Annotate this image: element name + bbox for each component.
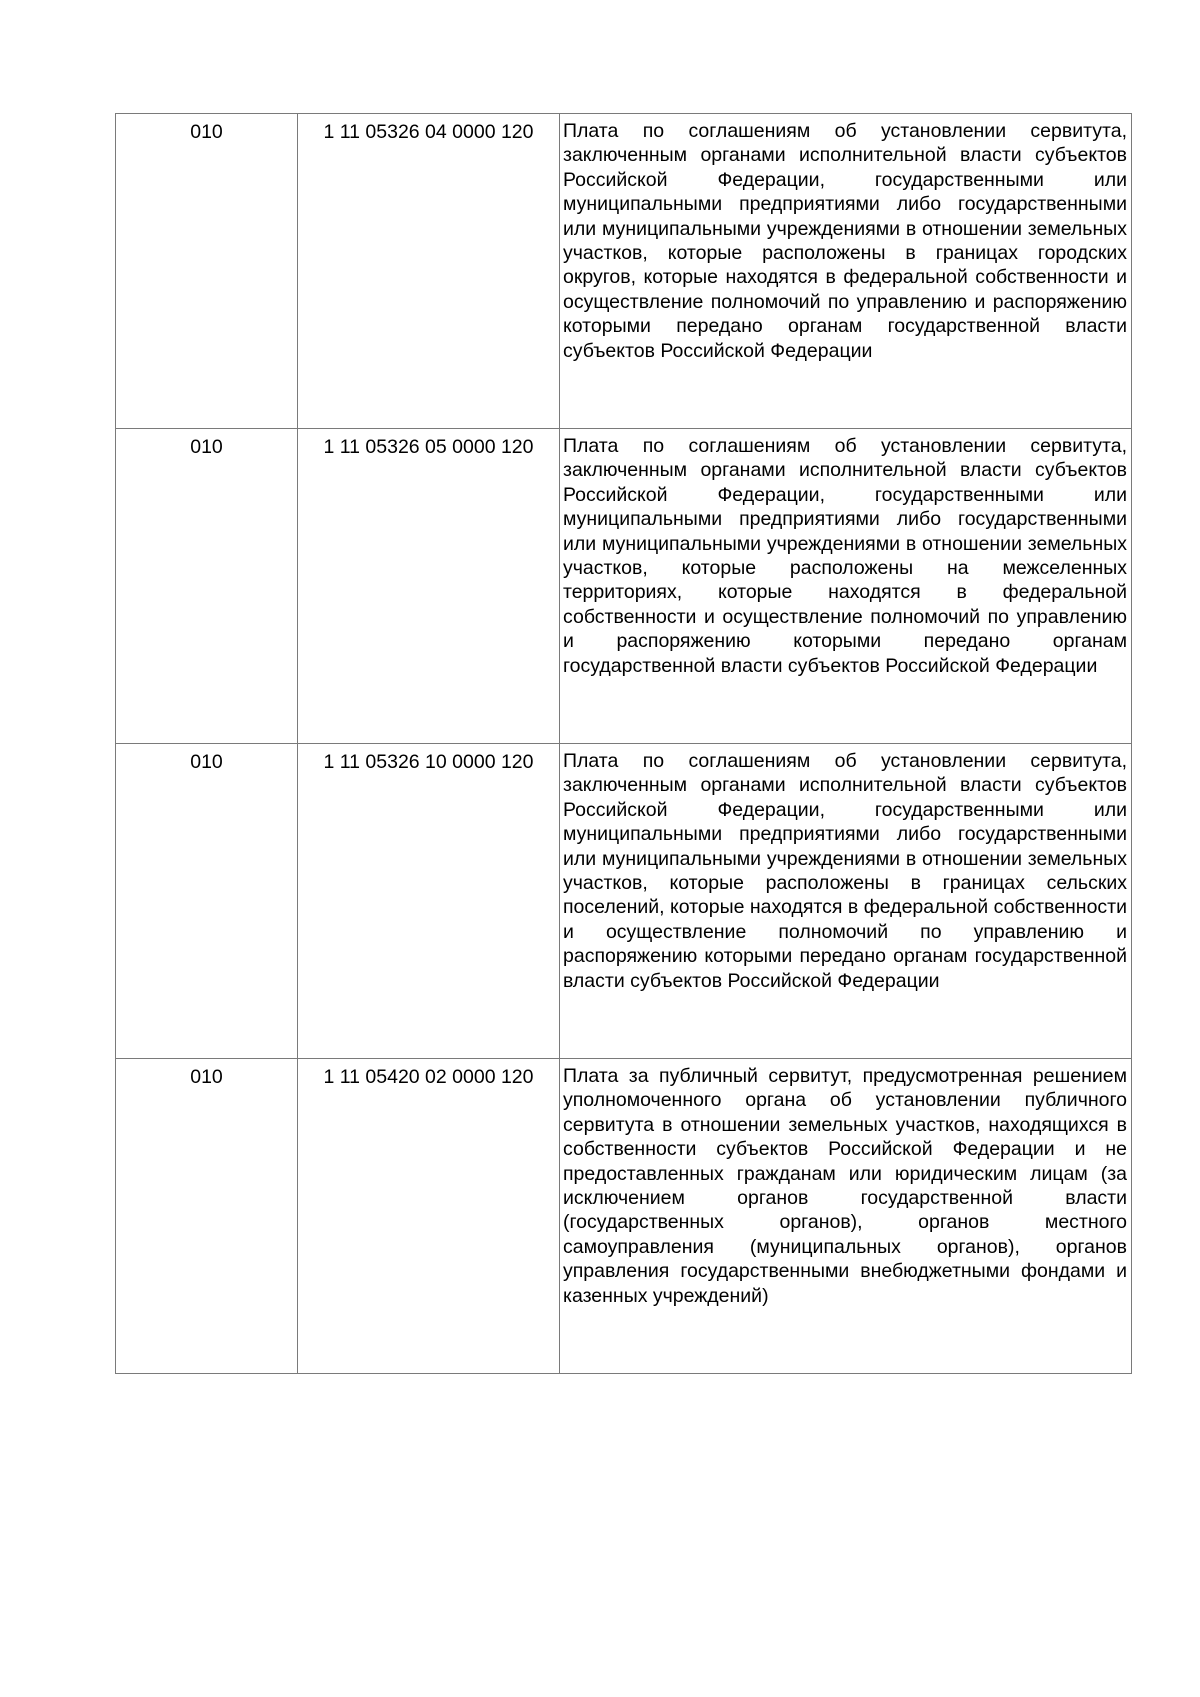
table-row <box>116 429 1132 744</box>
table-row <box>116 1059 1132 1374</box>
admin-code-cell: 010 <box>116 1059 298 1374</box>
description-text: Плата за публичный сервитут, предусмотренная решением уполномоченного органа об установлении публичного сервитута в отношении земельных участков, находящихся в собственности субъектов Российской Федерации и не предоставленных гражданам или юридическим лицам (за исключением органов государственной власти (государственных органов), органов местного самоуправления (муниципальных органов), органов управления государственными внебюджетными фондами и казенных учреждений) <box>563 1065 1127 1307</box>
admin-code-cell: 010 <box>116 114 298 429</box>
kbk-code-cell: 1 11 05326 10 0000 120 <box>298 744 560 1059</box>
kbk-code-cell: 1 11 05326 05 0000 120 <box>298 429 560 744</box>
kbk-code-cell: 1 11 05326 04 0000 120 <box>298 114 560 429</box>
description-cell <box>560 1059 1132 1374</box>
description-cell <box>560 114 1132 429</box>
description-cell <box>560 429 1132 744</box>
revenue-codes-table <box>115 113 1132 1374</box>
table-row <box>116 744 1132 1059</box>
description-text: Плата по соглашениям об установлении сервитута, заключенным органами исполнительной власти субъектов Российской Федерации, государственными или муниципальными предприятиями либо государственными или муниципальными учреждениями в отношении земельных участков, которые расположены на межселенных территориях, которые находятся в федеральной собственности и осуществление полномочий по управлению и распоряжению которыми передано органам государственной власти субъектов Российской Федерации <box>563 435 1127 677</box>
admin-code-cell: 010 <box>116 744 298 1059</box>
description-text: Плата по соглашениям об установлении сервитута, заключенным органами исполнительной власти субъектов Российской Федерации, государственными или муниципальными предприятиями либо государственными или муниципальными учреждениями в отношении земельных участков, которые расположены в границах сельских поселений, которые находятся в федеральной собственности и осуществление полномочий по управлению и распоряжению которыми передано органам государственной власти субъектов Российской Федерации <box>563 750 1127 992</box>
description-text: Плата по соглашениям об установлении сервитута, заключенным органами исполнительной власти субъектов Российской Федерации, государственными или муниципальными предприятиями либо государственными или муниципальными учреждениями в отношении земельных участков, которые расположены в границах городских округов, которые находятся в федеральной собственности и осуществление полномочий по управлению и распоряжению которыми передано органам государственной власти субъектов Российской Федерации <box>563 120 1127 362</box>
kbk-code-cell: 1 11 05420 02 0000 120 <box>298 1059 560 1374</box>
table-row <box>116 114 1132 429</box>
admin-code-cell: 010 <box>116 429 298 744</box>
description-cell <box>560 744 1132 1059</box>
